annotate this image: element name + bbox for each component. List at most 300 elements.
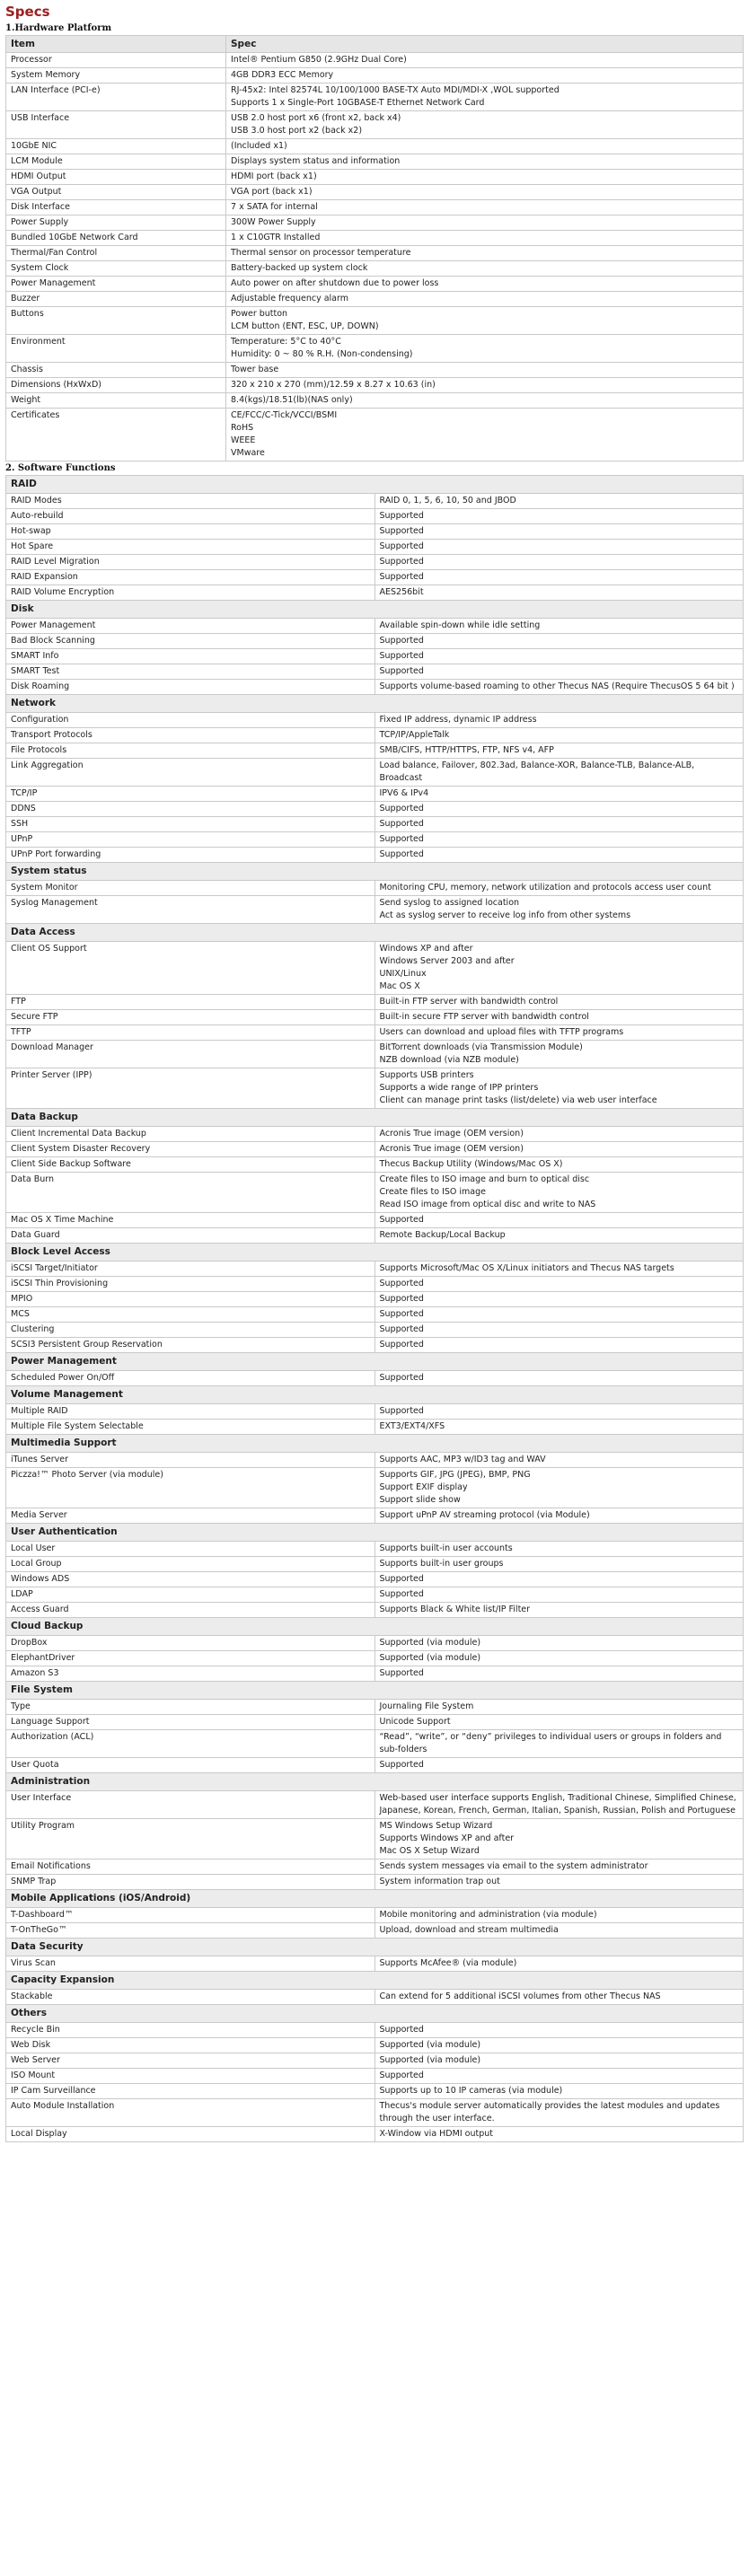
spec-value-line: Supports built-in user groups [379, 1559, 504, 1569]
spec-item-label: SMART Info [6, 649, 375, 664]
spec-value-line: Supported [379, 541, 424, 551]
spec-value-line: Supports up to 10 IP cameras (via module) [379, 2086, 563, 2096]
spec-item-label: UPnP [6, 832, 375, 848]
spec-value-line: Supports Black & White list/IP Filter [379, 1605, 531, 1614]
table-row [6, 1791, 744, 1819]
table-row [6, 1142, 744, 1157]
spec-value-line: Remote Backup/Local Backup [379, 1230, 506, 1240]
category-row [6, 1618, 744, 1636]
spec-value-line: 320 x 210 x 270 (mm)/12.59 x 8.27 x 10.63 (in) [231, 380, 436, 390]
spec-item-label: Dimensions (HxWxD) [6, 378, 226, 393]
spec-item-label: iTunes Server [6, 1453, 375, 1468]
spec-value-cell [226, 393, 744, 409]
table-row [6, 1572, 744, 1587]
category-row [6, 2005, 744, 2023]
spec-value-line: Supported [379, 1589, 424, 1599]
category-heading: Power Management [6, 1353, 744, 1371]
category-heading: Cloud Backup [6, 1618, 744, 1636]
spec-value-line: Supported [379, 1279, 424, 1288]
spec-item-label: Buttons [6, 307, 226, 335]
spec-item-label: System Monitor [6, 881, 375, 896]
spec-value-cell [226, 335, 744, 363]
category-row [6, 1353, 744, 1371]
spec-value-line: Supported [379, 834, 424, 844]
spec-value-cell [374, 848, 744, 863]
spec-value-cell [374, 1307, 744, 1323]
table-row [6, 1213, 744, 1228]
category-row [6, 1939, 744, 1956]
table-row [6, 585, 744, 601]
spec-value-cell [374, 680, 744, 695]
table-row [6, 1875, 744, 1890]
category-row [6, 1109, 744, 1127]
spec-item-label: Media Server [6, 1508, 375, 1524]
table-row [6, 1292, 744, 1307]
table-row [6, 759, 744, 787]
spec-value-cell [374, 1875, 744, 1890]
table-row [6, 68, 744, 84]
spec-value-line: USB 2.0 host port x6 (front x2, back x4) [231, 113, 401, 123]
spec-value-line: Send syslog to assigned location [379, 898, 520, 908]
spec-value-line: IPV6 & IPv4 [379, 788, 429, 798]
spec-value-cell [374, 713, 744, 728]
spec-value-line: LCM button (ENT, ESC, UP, DOWN) [231, 321, 379, 331]
spec-item-label: Multiple File System Selectable [6, 1420, 375, 1435]
spec-value-cell [374, 1277, 744, 1292]
table-row [6, 2023, 744, 2038]
spec-value-line: Battery-backed up system clock [231, 263, 368, 273]
spec-value-line: WEEE [231, 435, 256, 445]
spec-item-label: Client Incremental Data Backup [6, 1127, 375, 1142]
category-heading: Disk [6, 601, 744, 619]
spec-item-label: Recycle Bin [6, 2023, 375, 2038]
spec-value-line: Available spin-down while idle setting [379, 620, 541, 630]
table-row [6, 664, 744, 680]
table-row [6, 1908, 744, 1923]
spec-value-cell [374, 1068, 744, 1109]
category-row [6, 1435, 744, 1453]
spec-value-line: Journaling File System [379, 1701, 474, 1711]
spec-value-line: Supported (via module) [379, 1653, 481, 1663]
table-row [6, 1323, 744, 1338]
spec-item-label: Authorization (ACL) [6, 1730, 375, 1758]
table-row [6, 409, 744, 462]
spec-value-cell [226, 231, 744, 246]
spec-value-cell [374, 1572, 744, 1587]
spec-item-label: Windows ADS [6, 1572, 375, 1587]
spec-value-cell [226, 409, 744, 462]
table-row [6, 2084, 744, 2099]
category-heading: Volume Management [6, 1386, 744, 1404]
category-row [6, 695, 744, 713]
spec-value-line: Temperature: 5°C to 40°C [231, 337, 341, 347]
category-heading: User Authentication [6, 1524, 744, 1542]
spec-item-label: DropBox [6, 1636, 375, 1651]
spec-value-line: Client can manage print tasks (list/delete) via web user interface [379, 1095, 657, 1105]
table-row [6, 832, 744, 848]
spec-value-cell [374, 1603, 744, 1618]
spec-value-cell [374, 1262, 744, 1277]
table-row [6, 2069, 744, 2084]
table-row [6, 111, 744, 139]
table-row [6, 524, 744, 540]
category-heading: System status [6, 863, 744, 881]
table-row [6, 1371, 744, 1386]
table-row [6, 1651, 744, 1666]
spec-value-line: UNIX/Linux [379, 969, 427, 979]
table-row [6, 1068, 744, 1109]
spec-value-cell [374, 1323, 744, 1338]
category-row [6, 476, 744, 494]
table-row [6, 1666, 744, 1682]
table-row [6, 1127, 744, 1142]
spec-value-cell [226, 363, 744, 378]
table-row [6, 1859, 744, 1875]
spec-item-label: Hot-swap [6, 524, 375, 540]
spec-value-line: Acronis True image (OEM version) [379, 1144, 524, 1154]
spec-value-line: Supported [379, 1406, 424, 1416]
table-row [6, 728, 744, 743]
spec-value-line: Supports built-in user accounts [379, 1543, 513, 1553]
spec-value-cell [374, 555, 744, 570]
table-row [6, 363, 744, 378]
spec-value-cell [374, 664, 744, 680]
table-row [6, 942, 744, 995]
table-row [6, 1758, 744, 1773]
spec-value-line: Supported [379, 1324, 424, 1334]
spec-value-line: Supports USB printers [379, 1070, 474, 1080]
table-row [6, 787, 744, 802]
spec-value-line: Monitoring CPU, memory, network utilization and protocols access user count [379, 883, 711, 892]
spec-value-cell [226, 261, 744, 277]
spec-item-label: SCSI3 Persistent Group Reservation [6, 1338, 375, 1353]
spec-item-label: Utility Program [6, 1819, 375, 1859]
spec-item-label: 10GbE NIC [6, 139, 226, 154]
spec-value-line: Supported (via module) [379, 2040, 481, 2050]
spec-value-cell [374, 1404, 744, 1420]
table-row [6, 509, 744, 524]
column-header-spec: Spec [226, 36, 744, 53]
spec-value-line: NZB download (via NZB module) [379, 1055, 519, 1065]
category-heading: Multimedia Support [6, 1435, 744, 1453]
spec-value-line: RJ-45x2: Intel 82574L 10/100/1000 BASE-TX Auto MDI/MDI-X ,WOL supported [231, 85, 560, 95]
category-row [6, 1386, 744, 1404]
spec-value-line: Mac OS X Setup Wizard [379, 1846, 480, 1856]
spec-value-line: Supported [379, 1294, 424, 1304]
spec-value-cell [374, 1791, 744, 1819]
spec-value-line: Mobile monitoring and administration (via module) [379, 1910, 597, 1920]
category-row [6, 1682, 744, 1700]
spec-value-cell [226, 84, 744, 111]
table-row [6, 200, 744, 215]
table-row [6, 53, 744, 68]
spec-item-label: UPnP Port forwarding [6, 848, 375, 863]
spec-item-label: SMART Test [6, 664, 375, 680]
table-row [6, 139, 744, 154]
spec-value-cell [374, 2069, 744, 2084]
spec-item-label: VGA Output [6, 185, 226, 200]
spec-value-line: Supports GIF, JPG (JPEG), BMP, PNG [379, 1470, 531, 1480]
spec-value-cell [374, 1542, 744, 1557]
spec-value-cell [374, 787, 744, 802]
spec-item-label: Language Support [6, 1715, 375, 1730]
spec-item-label: SNMP Trap [6, 1875, 375, 1890]
spec-value-line: Supported [379, 1668, 424, 1678]
spec-item-label: Web Disk [6, 2038, 375, 2053]
spec-value-line: Supports 1 x Single-Port 10GBASE-T Ethernet Network Card [231, 98, 485, 108]
table-row [6, 680, 744, 695]
table-row [6, 1715, 744, 1730]
spec-value-cell [226, 307, 744, 335]
spec-value-line: Windows XP and after [379, 944, 473, 954]
table-row [6, 649, 744, 664]
table-row [6, 231, 744, 246]
spec-value-cell [374, 1908, 744, 1923]
spec-value-line: Built-in secure FTP server with bandwidth control [379, 1012, 589, 1022]
spec-value-line: Humidity: 0 ~ 80 % R.H. (Non-condensing) [231, 349, 413, 359]
spec-item-label: Data Guard [6, 1228, 375, 1244]
spec-value-cell [226, 68, 744, 84]
spec-item-label: Hot Spare [6, 540, 375, 555]
spec-value-cell [374, 802, 744, 817]
table-row [6, 1025, 744, 1041]
spec-item-label: Power Management [6, 277, 226, 292]
table-row [6, 1277, 744, 1292]
spec-value-line: Supported [379, 804, 424, 813]
spec-value-cell [374, 1636, 744, 1651]
spec-value-cell [374, 1228, 744, 1244]
spec-item-label: System Memory [6, 68, 226, 84]
category-heading: Network [6, 695, 744, 713]
spec-value-line: Intel® Pentium G850 (2.9GHz Dual Core) [231, 55, 407, 65]
spec-value-cell [374, 649, 744, 664]
page-title: Specs [5, 4, 50, 20]
spec-value-line: Supported [379, 666, 424, 676]
spec-item-label: iSCSI Thin Provisioning [6, 1277, 375, 1292]
spec-value-cell [374, 1157, 744, 1173]
spec-value-cell [374, 2099, 744, 2127]
spec-value-cell [374, 1990, 744, 2005]
spec-item-label: Client System Disaster Recovery [6, 1142, 375, 1157]
spec-value-line: Supported [379, 526, 424, 536]
table-row [6, 1923, 744, 1939]
spec-value-cell [226, 111, 744, 139]
category-row [6, 1524, 744, 1542]
spec-value-line: Acronis True image (OEM version) [379, 1129, 524, 1139]
spec-value-line: VGA port (back x1) [231, 187, 313, 197]
spec-value-cell [374, 1468, 744, 1508]
spec-value-line: SMB/CIFS, HTTP/HTTPS, FTP, NFS v4, AFP [379, 745, 554, 755]
category-row [6, 1773, 744, 1791]
table-row [6, 634, 744, 649]
category-heading: Data Backup [6, 1109, 744, 1127]
spec-item-label: User Interface [6, 1791, 375, 1819]
spec-value-line: Act as syslog server to receive log info from other systems [379, 910, 631, 920]
table-row [6, 378, 744, 393]
spec-value-cell [226, 292, 744, 307]
table-row [6, 1173, 744, 1213]
spec-item-label: Environment [6, 335, 226, 363]
spec-value-cell [374, 995, 744, 1010]
spec-value-cell [374, 585, 744, 601]
table-row [6, 1557, 744, 1572]
spec-value-line: Thecus Backup Utility (Windows/Mac OS X) [379, 1159, 563, 1169]
spec-item-label: Disk Interface [6, 200, 226, 215]
spec-value-cell [374, 1557, 744, 1572]
table-row [6, 335, 744, 363]
spec-value-cell [374, 1715, 744, 1730]
spec-value-line: RAID 0, 1, 5, 6, 10, 50 and JBOD [379, 496, 516, 506]
spec-value-line: RoHS [231, 423, 254, 433]
spec-value-cell [226, 277, 744, 292]
table-row [6, 1542, 744, 1557]
table-row [6, 185, 744, 200]
spec-value-line: BitTorrent downloads (via Transmission Module) [379, 1042, 583, 1052]
spec-value-cell [374, 1700, 744, 1715]
table-row [6, 1700, 744, 1715]
category-heading: Administration [6, 1773, 744, 1791]
spec-item-label: TCP/IP [6, 787, 375, 802]
spec-value-cell [374, 1338, 744, 1353]
table-row [6, 570, 744, 585]
category-row [6, 601, 744, 619]
spec-item-label: Weight [6, 393, 226, 409]
spec-value-cell [374, 1142, 744, 1157]
table-row [6, 848, 744, 863]
spec-value-cell [374, 1371, 744, 1386]
spec-value-line: Fixed IP address, dynamic IP address [379, 715, 537, 725]
spec-item-label: RAID Modes [6, 494, 375, 509]
spec-value-cell [374, 1508, 744, 1524]
spec-item-label: Email Notifications [6, 1859, 375, 1875]
table-row [6, 1468, 744, 1508]
spec-item-label: LAN Interface (PCI-e) [6, 84, 226, 111]
spec-value-cell [374, 1651, 744, 1666]
table-row [6, 802, 744, 817]
table-row [6, 1508, 744, 1524]
spec-value-cell [226, 53, 744, 68]
spec-item-label: RAID Expansion [6, 570, 375, 585]
spec-item-label: Piczza!™ Photo Server (via module) [6, 1468, 375, 1508]
table-row [6, 1956, 744, 1972]
spec-value-line: Can extend for 5 additional iSCSI volumes from other Thecus NAS [379, 1991, 661, 2001]
category-heading: Data Security [6, 1939, 744, 1956]
spec-value-line: Built-in FTP server with bandwidth control [379, 997, 559, 1007]
spec-value-cell [374, 2038, 744, 2053]
category-heading: Others [6, 2005, 744, 2023]
spec-item-label: Buzzer [6, 292, 226, 307]
spec-value-cell [374, 1213, 744, 1228]
spec-value-line: Supported [379, 511, 424, 521]
table-row [6, 246, 744, 261]
table-row [6, 1420, 744, 1435]
spec-value-cell [374, 1127, 744, 1142]
spec-value-line: Create files to ISO image [379, 1187, 486, 1197]
spec-value-cell [374, 1292, 744, 1307]
spec-item-label: Local User [6, 1542, 375, 1557]
spec-item-label: System Clock [6, 261, 226, 277]
table-row [6, 292, 744, 307]
spec-item-label: Transport Protocols [6, 728, 375, 743]
category-heading: Mobile Applications (iOS/Android) [6, 1890, 744, 1908]
spec-item-label: MPIO [6, 1292, 375, 1307]
table-row [6, 713, 744, 728]
spec-value-line: EXT3/EXT4/XFS [379, 1421, 445, 1431]
spec-value-line: Supported [379, 819, 424, 829]
spec-value-line: Users can download and upload files with TFTP programs [379, 1027, 624, 1037]
spec-value-line: Supported [379, 2070, 424, 2080]
table-row [6, 1404, 744, 1420]
table-row [6, 1990, 744, 2005]
spec-value-line: Unicode Support [379, 1717, 451, 1727]
spec-value-line: Supports volume-based roaming to other Thecus NAS (Require ThecusOS 5 64 bit ) [379, 681, 735, 691]
spec-value-cell [374, 1420, 744, 1435]
table-row [6, 494, 744, 509]
spec-value-line: Web-based user interface supports English, Traditional Chinese, Simplified Chinese, Japanese, Korean, French, German, Italian, Spanish, Russian, Polish and Portuguese [379, 1793, 736, 1816]
spec-value-cell [374, 1859, 744, 1875]
spec-item-label: Syslog Management [6, 896, 375, 924]
table-row [6, 817, 744, 832]
spec-value-line: Supported [379, 557, 424, 567]
column-header-item: Item [6, 36, 226, 53]
spec-item-label: LCM Module [6, 154, 226, 170]
spec-value-line: CE/FCC/C-Tick/VCCI/BSMI [231, 410, 338, 420]
spec-item-label: RAID Volume Encryption [6, 585, 375, 601]
spec-value-line: 7 x SATA for internal [231, 202, 318, 212]
spec-value-line: Thermal sensor on processor temperature [231, 248, 411, 258]
spec-item-label: Link Aggregation [6, 759, 375, 787]
spec-item-label: T-OnTheGo™ [6, 1923, 375, 1939]
spec-value-line: (Included x1) [231, 141, 287, 151]
spec-value-cell [374, 1025, 744, 1041]
spec-item-label: Secure FTP [6, 1010, 375, 1025]
spec-item-label: T-Dashboard™ [6, 1908, 375, 1923]
spec-value-line: Supports AAC, MP3 w/ID3 tag and WAV [379, 1455, 546, 1464]
category-row [6, 924, 744, 942]
spec-value-cell [374, 2084, 744, 2099]
spec-item-label: Access Guard [6, 1603, 375, 1618]
spec-value-line: Read ISO image from optical disc and write to NAS [379, 1200, 596, 1209]
spec-value-cell [374, 1041, 744, 1068]
spec-item-label: Web Server [6, 2053, 375, 2069]
hardware-section-heading: 1.Hardware Platform [5, 23, 112, 33]
spec-value-line: Upload, download and stream multimedia [379, 1925, 559, 1935]
spec-value-cell [374, 1956, 744, 1972]
table-row [6, 1730, 744, 1758]
spec-value-cell [226, 378, 744, 393]
spec-item-label: Configuration [6, 713, 375, 728]
table-row [6, 619, 744, 634]
spec-item-label: Local Display [6, 2127, 375, 2142]
table-row [6, 540, 744, 555]
spec-item-label: Power Management [6, 619, 375, 634]
spec-item-label: Client Side Backup Software [6, 1157, 375, 1173]
spec-item-label: Thermal/Fan Control [6, 246, 226, 261]
table-row [6, 393, 744, 409]
spec-item-label: LDAP [6, 1587, 375, 1603]
spec-value-line: Sends system messages via email to the system administrator [379, 1861, 648, 1871]
table-row [6, 2053, 744, 2069]
spec-value-line: Supported [379, 1760, 424, 1770]
spec-value-cell [374, 1666, 744, 1682]
spec-item-label: ElephantDriver [6, 1651, 375, 1666]
spec-value-cell [226, 170, 744, 185]
spec-item-label: DDNS [6, 802, 375, 817]
spec-value-line: MS Windows Setup Wizard [379, 1821, 493, 1831]
spec-value-line: Load balance, Failover, 802.3ad, Balance-XOR, Balance-TLB, Balance-ALB, Broadcast [379, 760, 695, 783]
spec-value-line: Supported [379, 651, 424, 661]
spec-value-cell [374, 817, 744, 832]
